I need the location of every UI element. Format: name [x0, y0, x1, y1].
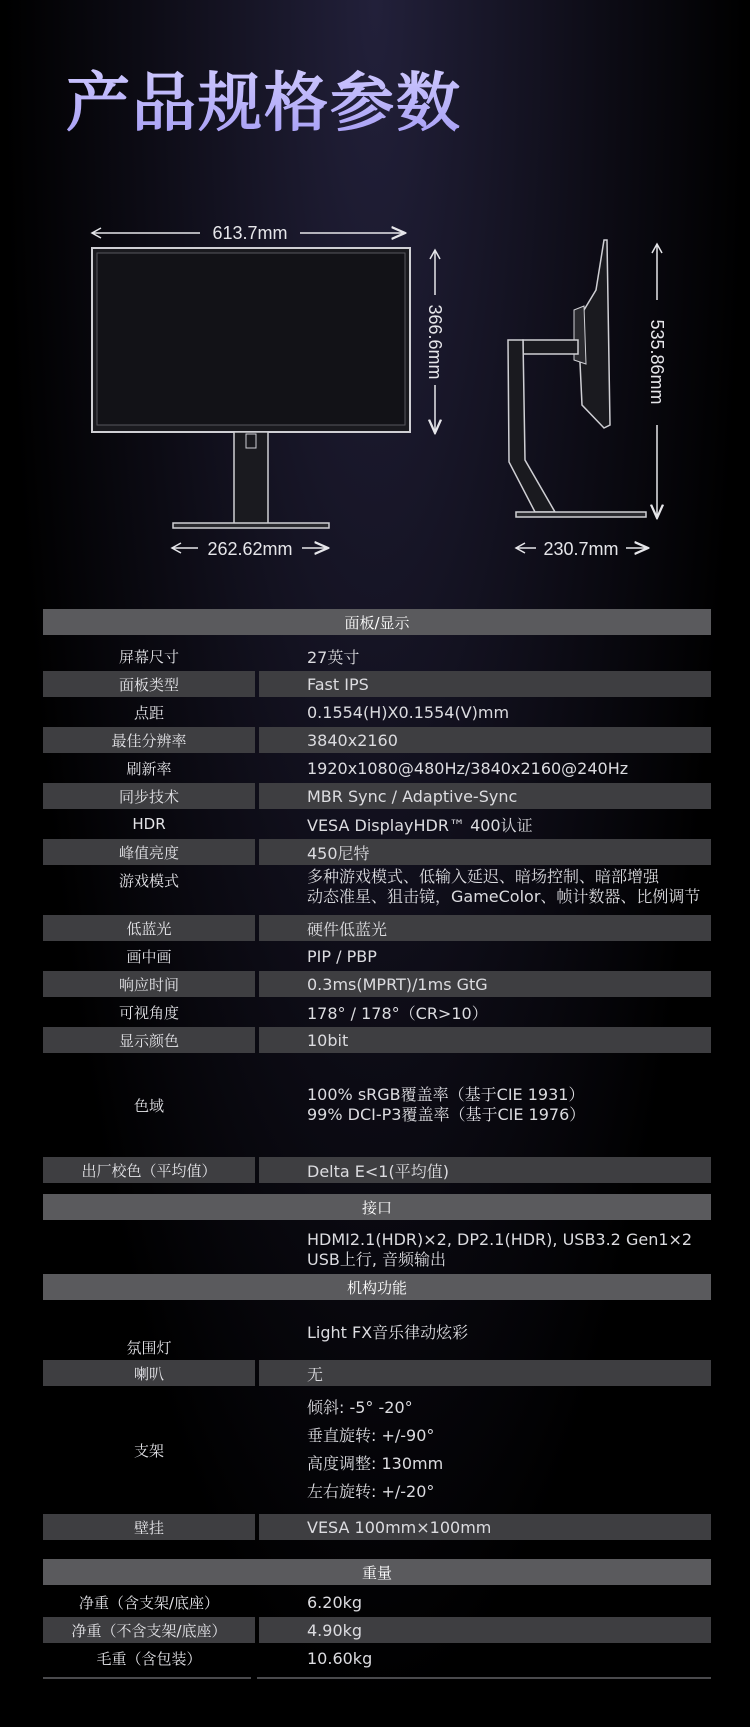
spec-label: 色域: [133, 1096, 164, 1115]
spec-value: PIP / PBP: [307, 946, 377, 966]
spec-label: 面板类型: [43, 671, 255, 697]
spec-row: [43, 1617, 711, 1643]
spec-value-line: HDMI2.1(HDR)×2, DP2.1(HDR), USB3.2 Gen1×2: [307, 1230, 693, 1249]
spec-value-line: 动态准星、狙击镜，GameColor、帧计数器、比例调节: [307, 887, 701, 906]
spec-row: [43, 943, 711, 969]
spec-label: 低蓝光: [43, 915, 255, 941]
side-view: [508, 240, 646, 517]
spec-value: 0.1554(H)X0.1554(V)mm: [307, 702, 510, 722]
spec-label: 同步技术: [43, 783, 255, 809]
spec-value: Fast IPS: [259, 671, 711, 697]
spec-value: [259, 1228, 711, 1272]
front-width-label: 613.7mm: [212, 223, 288, 243]
spec-row: [43, 1589, 711, 1615]
spec-value: [259, 1388, 711, 1512]
spec-row: [43, 839, 711, 865]
spec-value: 27英寸: [307, 647, 360, 667]
spec-value: VESA DisplayHDR™ 400认证: [307, 815, 533, 835]
spec-label: 屏幕尺寸: [118, 647, 179, 666]
section-header-ports: 接口: [43, 1194, 711, 1220]
spec-row: [43, 783, 711, 809]
spec-row: [43, 811, 711, 837]
spec-label: 最佳分辨率: [43, 727, 255, 753]
front-view: [92, 248, 410, 528]
spec-row: [43, 671, 711, 697]
side-depth-label: 230.7mm: [543, 539, 619, 559]
spec-value-line: Light FX音乐律动炫彩: [307, 1323, 469, 1342]
spec-label: 喇叭: [43, 1360, 255, 1386]
spec-value: [259, 867, 711, 913]
spec-row: [43, 915, 711, 941]
spec-value-line: 多种游戏模式、低输入延迟、暗场控制、暗部增强: [307, 867, 660, 886]
spec-value: 3840x2160: [259, 727, 711, 753]
page-title: 产品规格参数: [66, 52, 462, 144]
spec-value: VESA 100mm×100mm: [259, 1514, 711, 1540]
spec-label: 氛围灯: [126, 1339, 172, 1357]
spec-value-line: USB上行, 音频输出: [307, 1250, 447, 1269]
spec-row: [43, 1388, 711, 1512]
spec-row: [43, 1514, 711, 1540]
spec-label: 峰值亮度: [43, 839, 255, 865]
spec-label: 游戏模式: [118, 871, 179, 890]
spec-row: [43, 999, 711, 1025]
spec-value-line: 99% DCI-P3覆盖率（基于CIE 1976）: [307, 1105, 586, 1124]
spec-row: [43, 1228, 711, 1272]
spec-value: 硬件低蓝光: [259, 915, 711, 941]
base-width-label: 262.62mm: [207, 539, 293, 559]
section-header-panel: 面板/显示: [43, 609, 711, 635]
spec-row: [43, 1027, 711, 1053]
spec-value-line: 倾斜: -5° -20°: [307, 1398, 413, 1417]
spec-table: [43, 608, 711, 1679]
spec-row: [43, 867, 711, 913]
spec-row: [43, 643, 711, 669]
spec-value: Delta E<1(平均值): [259, 1157, 711, 1183]
spec-row: [43, 1308, 711, 1358]
monitor-dimension-diagram: [0, 200, 750, 570]
spec-value: MBR Sync / Adaptive-Sync: [259, 783, 711, 809]
spec-label: 显示颜色: [43, 1027, 255, 1053]
spec-row: [43, 727, 711, 753]
spec-row: [43, 1157, 711, 1183]
spec-value-line: 垂直旋转: +/-90°: [307, 1426, 435, 1445]
spec-label: 响应时间: [43, 971, 255, 997]
spec-value: 4.90kg: [259, 1617, 711, 1643]
table-end-divider: [43, 1677, 711, 1679]
spec-value: 6.20kg: [307, 1592, 363, 1612]
spec-value: 1920x1080@480Hz/3840x2160@240Hz: [307, 758, 629, 778]
spec-value: 10bit: [259, 1027, 711, 1053]
spec-value: 无: [259, 1360, 711, 1386]
spec-label: 壁挂: [43, 1514, 255, 1540]
spec-value: [259, 1055, 711, 1155]
spec-value: [259, 1308, 711, 1358]
spec-label: 出厂校色（平均值）: [43, 1157, 255, 1183]
spec-label: 点距: [133, 703, 164, 722]
spec-label: 刷新率: [126, 759, 172, 778]
spec-label: HDR: [132, 815, 166, 833]
spec-value: 178° / 178°（CR>10）: [307, 1003, 488, 1023]
spec-value-line: 高度调整: 130mm: [307, 1454, 444, 1473]
spec-label: 可视角度: [118, 1003, 179, 1022]
spec-label: 毛重（含包装）: [96, 1649, 202, 1668]
spec-row: [43, 1055, 711, 1155]
spec-label: 净重（含支架/底座）: [78, 1593, 220, 1612]
spec-row: [43, 699, 711, 725]
front-height-label: 366.6mm: [425, 304, 445, 380]
spec-label: 净重（不含支架/底座）: [43, 1617, 255, 1643]
spec-label: 支架: [133, 1441, 164, 1460]
spec-value: 450尼特: [259, 839, 711, 865]
side-height-label: 535.86mm: [647, 319, 667, 405]
spec-label: 画中画: [126, 947, 172, 966]
spec-value: 0.3ms(MPRT)/1ms GtG: [259, 971, 711, 997]
spec-row: [43, 1360, 711, 1386]
spec-value-line: 左右旋转: +/-20°: [307, 1482, 435, 1501]
section-header-weight: 重量: [43, 1559, 711, 1585]
spec-row: [43, 755, 711, 781]
spec-row: [43, 971, 711, 997]
spec-value: 10.60kg: [307, 1648, 373, 1668]
spec-row: [43, 1645, 711, 1671]
spec-value-line: 100% sRGB覆盖率（基于CIE 1931）: [307, 1085, 585, 1104]
section-header-mechanism: 机构功能: [43, 1274, 711, 1300]
